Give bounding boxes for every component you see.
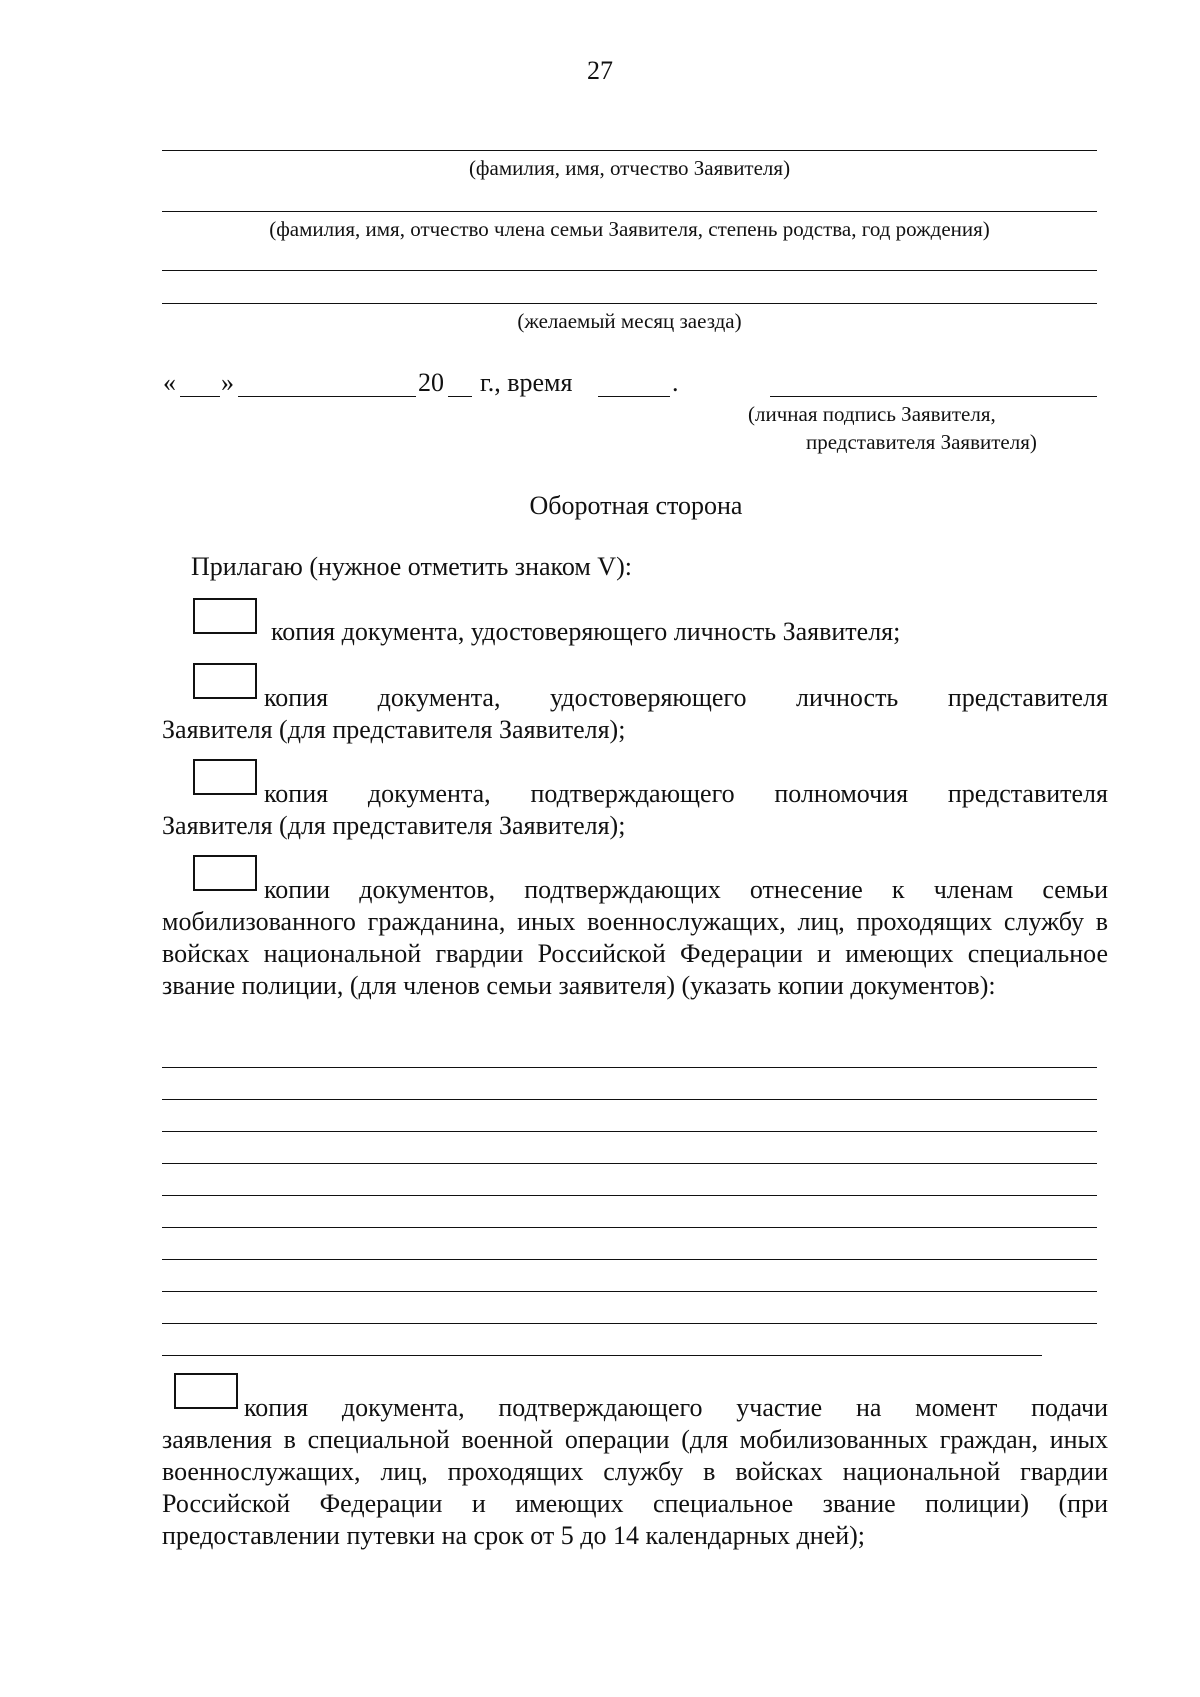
signature-line [770, 396, 1097, 397]
reverse-side-title: Оборотная сторона [529, 491, 743, 520]
family-member-caption: (фамилия, имя, отчество члена семьи Заявителя, степень родства, год рождения) [269, 217, 990, 241]
documents-list-line [162, 1227, 1097, 1228]
date-open-quote: « [163, 368, 176, 397]
year-prefix: 20 [418, 368, 444, 397]
item-svo-participation-rest: заявления в специальной военной операции (для мобилизованных граждан, иных военнослужащих, лиц, проходящих службу в войсках национальной гвардии Российской Федерации и имеющих специальное звание полиции) (при предоставлении путевки на срок от 5 до 14 календарных дней); [162, 1425, 1108, 1550]
attach-intro: Прилагаю (нужное отметить знаком V): [191, 552, 632, 581]
blank-line [162, 270, 1097, 271]
item-power-of-attorney-line1: копия документа, подтверждающего полномочия представителя [264, 779, 1108, 808]
page-number: 27 [587, 56, 613, 85]
documents-list-line [162, 1195, 1097, 1196]
item-family-documents-line1: копии документов, подтверждающих отнесение к членам семьи [264, 875, 1108, 904]
item-identity-applicant-text: копия документа, удостоверяющего личность Заявителя; [271, 617, 901, 646]
time-period: . [672, 368, 679, 397]
documents-list-line [162, 1291, 1097, 1292]
date-close-quote: » [221, 368, 234, 397]
signature-caption-line1: (личная подпись Заявителя, [748, 402, 996, 426]
item-family-documents-rest: мобилизованного гражданина, иных военнослужащих, лиц, проходящих службу в войсках национальной гвардии Российской Федерации и имеющих специальное звание полиции, (для членов семьи заявителя) (указать копии документов): [162, 907, 1108, 1000]
documents-list-line [162, 1163, 1097, 1164]
item-power-of-attorney-rest: Заявителя (для представителя Заявителя); [162, 811, 626, 840]
documents-list-line [162, 1259, 1097, 1260]
documents-list-line [162, 1131, 1097, 1132]
item-identity-representative-rest: Заявителя (для представителя Заявителя); [162, 715, 626, 744]
item-svo-participation [162, 1392, 1108, 1552]
documents-list-line [162, 1323, 1097, 1324]
applicant-name-caption: (фамилия, имя, отчество Заявителя) [468, 156, 791, 180]
documents-list-line [162, 1099, 1097, 1100]
documents-list-line [162, 1355, 1042, 1356]
year-blank [448, 396, 472, 397]
time-blank [598, 396, 670, 397]
item-family-documents [162, 874, 1108, 1002]
documents-list-line [162, 1067, 1097, 1068]
applicant-name-line [162, 150, 1097, 151]
year-suffix: г., время [480, 368, 573, 397]
item-identity-representative [162, 682, 1108, 746]
family-member-line [162, 211, 1097, 212]
month-caption: (желаемый месяц заезда) [517, 309, 742, 333]
day-blank [180, 396, 220, 397]
month-line [162, 303, 1097, 304]
item-svo-participation-line1: копия документа, подтверждающего участие на момент подачи [244, 1393, 1108, 1422]
month-blank [238, 396, 416, 397]
checkbox-identity-applicant[interactable] [193, 598, 257, 634]
signature-caption-line2: представителя Заявителя) [806, 430, 1037, 454]
item-power-of-attorney [162, 778, 1108, 842]
item-identity-representative-line1: копия документа, удостоверяющего личность представителя [264, 683, 1108, 712]
